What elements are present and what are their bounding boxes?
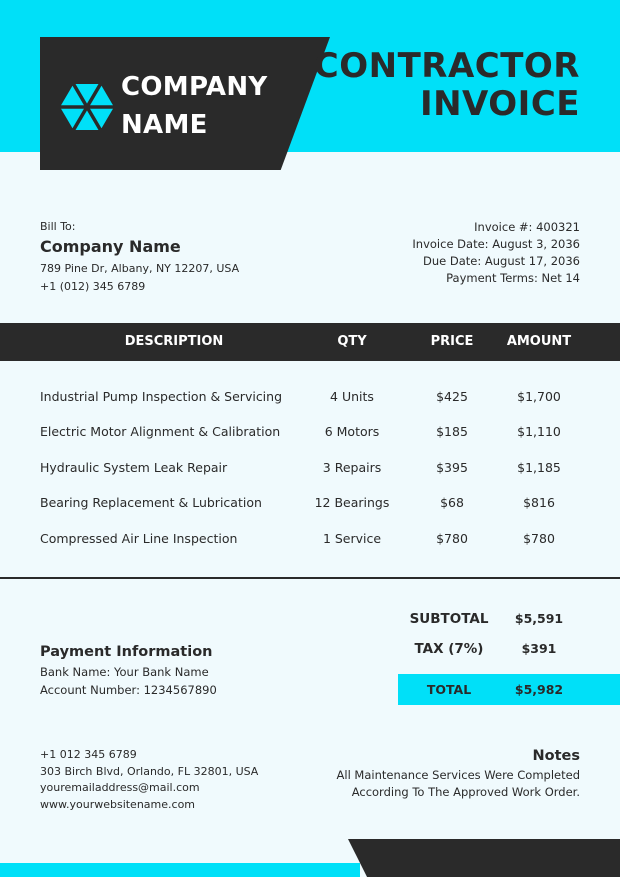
notes-line1: All Maintenance Services Were Completed — [336, 768, 580, 782]
subtotal-row — [398, 604, 620, 634]
total-value: $5,982 — [514, 682, 564, 697]
invoice-meta — [412, 219, 580, 287]
contact-email: youremailaddress@mail.com — [40, 781, 200, 794]
bill-to-section — [40, 218, 239, 296]
header-description: DESCRIPTION — [124, 334, 224, 349]
bill-to-name: Company Name — [40, 237, 181, 256]
notes-section — [280, 745, 580, 801]
payment-title: Payment Information — [40, 644, 213, 660]
bill-to-phone: +1 (012) 345 6789 — [40, 280, 146, 293]
contact-address: 303 Birch Blvd, Orlando, FL 32801, USA — [40, 764, 259, 778]
hexagon-logo-icon — [60, 84, 114, 130]
header-price: PRICE — [430, 334, 474, 349]
row-qty: 3 Repairs — [322, 459, 382, 475]
tax-row — [398, 634, 620, 664]
row-description: Compressed Air Line Inspection — [40, 530, 238, 546]
row-amount: $1,700 — [517, 389, 561, 404]
table-row — [0, 379, 620, 414]
row-amount: $780 — [523, 530, 555, 546]
invoice-due-date: Due Date: August 17, 2036 — [422, 254, 580, 268]
row-description: Industrial Pump Inspection & Servicing — [40, 389, 283, 404]
footer-dark-block — [348, 839, 620, 877]
bill-to-address: 789 Pine Dr, Albany, NY 12207, USA — [40, 262, 240, 275]
tax-value: $391 — [521, 641, 557, 656]
company-name-line2: NAME — [121, 110, 208, 140]
footer-accent-bar — [0, 863, 360, 877]
line-items — [0, 379, 620, 556]
contact-phone: +1 012 345 6789 — [40, 748, 137, 761]
row-qty: 12 Bearings — [314, 495, 390, 511]
payment-information — [40, 641, 217, 699]
table-row — [0, 414, 620, 449]
tax-label: TAX (7%) — [414, 641, 484, 657]
row-price: $185 — [436, 424, 468, 440]
row-price: $425 — [436, 389, 468, 404]
title-line1: CONTRACTOR — [313, 46, 580, 86]
bill-to-label: Bill To: — [40, 220, 76, 233]
notes-title: Notes — [532, 748, 580, 764]
row-amount: $1,110 — [517, 424, 561, 440]
payment-account: Account Number: 1234567890 — [40, 683, 217, 697]
row-price: $780 — [436, 530, 468, 546]
row-amount: $816 — [523, 495, 555, 511]
subtotal-value: $5,591 — [514, 611, 564, 626]
table-header — [0, 323, 620, 361]
table-row — [0, 485, 620, 520]
row-description: Hydraulic System Leak Repair — [40, 459, 228, 475]
row-description: Bearing Replacement & Lubrication — [40, 495, 262, 511]
section-divider — [0, 577, 620, 579]
company-logo-name — [121, 68, 291, 144]
row-price: $68 — [440, 495, 464, 511]
total-row — [398, 674, 620, 705]
row-qty: 4 Units — [330, 389, 374, 404]
contact-website: www.yourwebsitename.com — [40, 797, 196, 811]
contact-section — [40, 747, 258, 813]
table-row — [0, 521, 620, 556]
payment-bank: Bank Name: Your Bank Name — [40, 665, 209, 679]
subtotal-label: SUBTOTAL — [409, 611, 489, 627]
invoice-payment-terms: Payment Terms: Net 14 — [446, 271, 580, 285]
row-price: $395 — [436, 459, 468, 475]
table-row — [0, 450, 620, 485]
invoice-number: Invoice #: 400321 — [474, 220, 580, 234]
total-label: TOTAL — [426, 682, 472, 697]
totals-section — [398, 604, 620, 705]
invoice-date: Invoice Date: August 3, 2036 — [412, 237, 580, 251]
notes-line2: According To The Approved Work Order. — [351, 785, 580, 799]
page-title — [314, 47, 580, 123]
header-qty: QTY — [337, 334, 367, 349]
row-qty: 6 Motors — [324, 424, 380, 440]
row-description: Electric Motor Alignment & Calibration — [40, 424, 281, 440]
header-amount: AMOUNT — [506, 334, 572, 349]
title-line2: INVOICE — [419, 84, 580, 124]
row-qty: 1 Service — [322, 530, 382, 546]
row-amount: $1,185 — [517, 459, 561, 475]
company-name-line1: COMPANY — [121, 72, 268, 102]
